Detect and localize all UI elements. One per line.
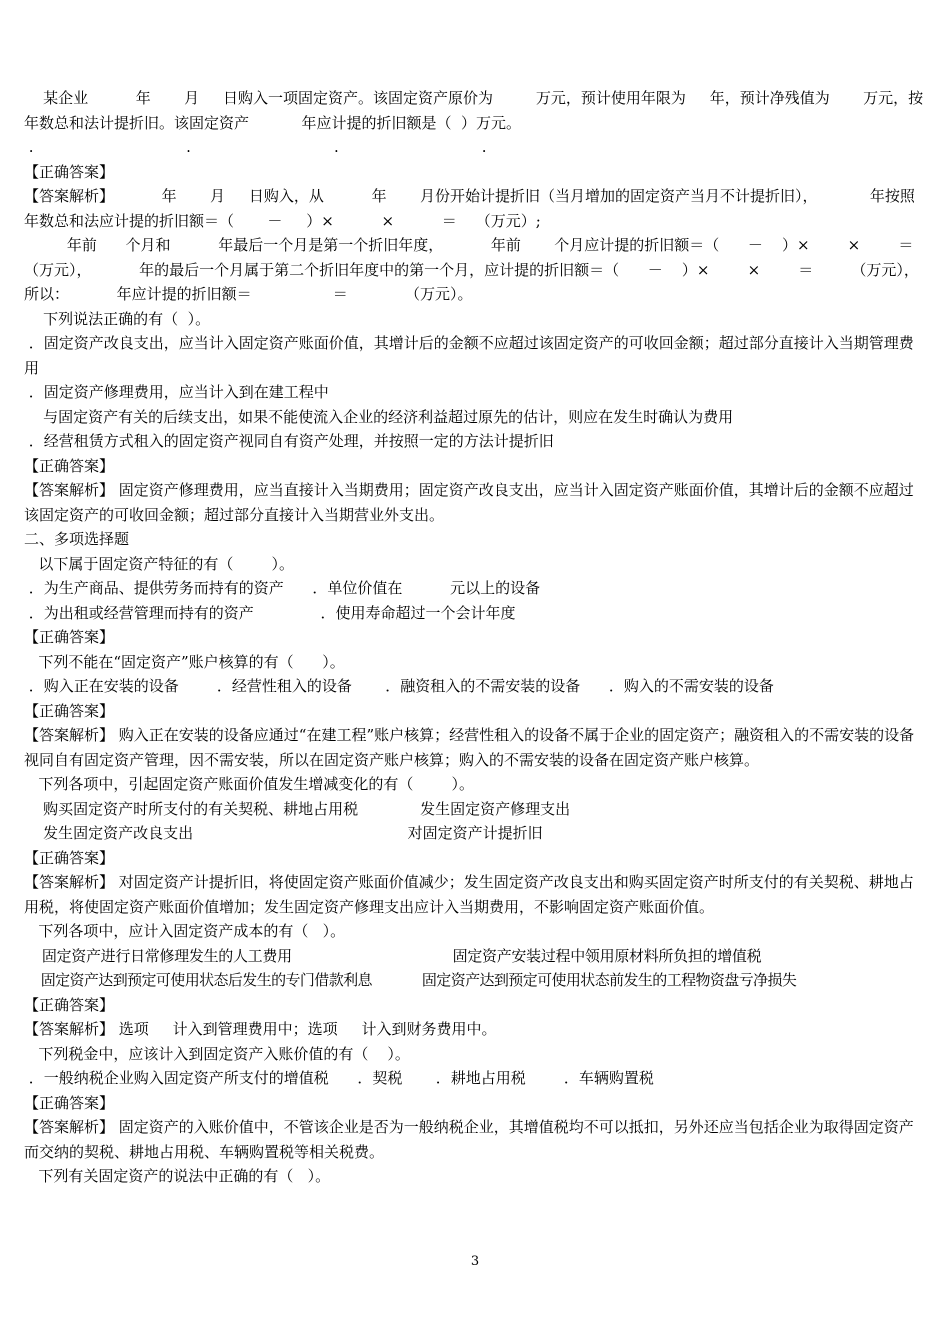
question-3-options-cd: ．为出租或经营管理而持有的资产 ．使用寿命超过一个会计年度 xyxy=(24,603,516,622)
answer-analysis-2: 【答案解析】 固定资产修理费用，应当直接计入当期费用；固定资产改良支出，应当计入固定资产账面价值，其增计后的金额不应超过该固定资产的可收回金额；超过部分直接计入当期营业外支出。 xyxy=(24,481,914,524)
question-2-option-d: ．经营租赁方式租入的固定资产视同自有资产处理，并按照一定的方法计提折旧 xyxy=(24,432,554,450)
answer-analysis-5: 【答案解析】 对固定资产计提折旧，将使固定资产账面价值减少；发生固定资产改良支出和购买固定资产时所支付的有关契税、耕地占用税，将使固定资产账面价值增加；发生固定资产修理支出应计入当期费用，不影响固定资产账面价值。 xyxy=(24,873,914,916)
answer-analysis-7: 【答案解析】 固定资产的入账价值中，不管该企业是否为一般纳税企业，其增值税均不可以抵扣，另外还应当包括企业为取得固定资产而交纳的契税、耕地占用税、车辆购置税等相关税费。 xyxy=(24,1118,914,1161)
correct-answer-label: 【正确答案】 xyxy=(24,456,115,475)
question-4-text: 下列不能在“固定资产”账户核算的有（ ）。 xyxy=(24,652,345,671)
question-7-text: 下列税金中，应该计入到固定资产入账价值的有（ ）。 xyxy=(24,1044,410,1063)
question-1-options: . . . . xyxy=(24,138,487,156)
question-3-text: 以下属于固定资产特征的有（ ）。 xyxy=(24,554,294,573)
question-2-text: 下列说法正确的有（ ）。 xyxy=(24,309,211,328)
document-body xyxy=(24,86,938,1189)
correct-answer-label: 【正确答案】 xyxy=(24,162,115,181)
question-2-option-a: ．固定资产改良支出，应当计入固定资产账面价值，其增计后的金额不应超过该固定资产的可收回金额；超过部分直接计入当期管理费用 xyxy=(24,334,914,377)
question-5-options-cd: 发生固定资产改良支出 对固定资产计提折旧 xyxy=(24,824,543,842)
question-7-options: ．一般纳税企业购入固定资产所支付的增值税 ．契税 ．耕地占用税 ．车辆购置税 xyxy=(24,1069,654,1087)
answer-analysis-1-cont: 年前 个月和 年最后一个月是第一个折旧年度， 年前 个月应计提的折旧额＝（ － ）× × ＝ （万元）， 年的最后一个月属于第二个折旧年度中的第一个月，应计提的折旧额＝（ － ）× × ＝ （万元），所以： 年应计提的折旧额＝ ＝ （万元）。 xyxy=(24,236,938,303)
question-4-options: ．购入正在安装的设备 ．经营性租入的设备 ．融资租入的不需安装的设备 ．购入的不需安装的设备 xyxy=(24,677,774,695)
question-5-options-ab: 购买固定资产时所支付的有关契税、耕地占用税 发生固定资产修理支出 xyxy=(24,799,571,818)
correct-answer-label: 【正确答案】 xyxy=(24,628,115,646)
question-8-text: 下列有关固定资产的说法中正确的有（ ）。 xyxy=(24,1167,331,1185)
question-6-options-cd: 固定资产达到预定可使用状态后发生的专门借款利息 固定资产达到预定可使用状态前发生的工程物资盘亏净损失 xyxy=(24,971,797,989)
answer-analysis-6: 【答案解析】 选项 计入到管理费用中；选项 计入到财务费用中。 xyxy=(24,1020,497,1038)
question-6-text: 下列各项中，应计入固定资产成本的有（ ）。 xyxy=(24,922,346,940)
question-2-option-c: 与固定资产有关的后续支出，如果不能使流入企业的经济利益超过原先的估计，则应在发生时确认为费用 xyxy=(24,407,734,426)
question-6-options-ab: 固定资产进行日常修理发生的人工费用 固定资产安装过程中领用原材料所负担的增值税 xyxy=(24,946,762,965)
page-number: 3 xyxy=(470,1254,480,1269)
question-3-options-ab: ．为生产商品、提供劳务而持有的资产 ．单位价值在 元以上的设备 xyxy=(24,579,541,597)
question-1-text: 某企业 年 月 日购入一项固定资产。该固定资产原价为 万元，预计使用年限为 年，预计净残值为 万元，按年数总和法计提折旧。该固定资产 年应计提的折旧额是（ ）万元。 xyxy=(24,89,924,132)
answer-analysis-4: 【答案解析】 购入正在安装的设备应通过“在建工程”账户核算；经营性租入的设备不属于企业的固定资产；融资租入的不需安装的设备视同自有固定资产管理，因不需安装，所以在固定资产账户核算；购入的不需安装的设备在固定资产账户核算。 xyxy=(24,726,915,769)
correct-answer-label: 【正确答案】 xyxy=(24,701,115,720)
correct-answer-label: 【正确答案】 xyxy=(24,1093,115,1112)
correct-answer-label: 【正确答案】 xyxy=(24,995,115,1014)
correct-answer-label: 【正确答案】 xyxy=(24,848,115,867)
question-5-text: 下列各项中，引起固定资产账面价值发生增减变化的有（ ）。 xyxy=(24,775,474,793)
question-2-option-b: ．固定资产修理费用，应当计入到在建工程中 xyxy=(24,383,329,401)
section-heading-multiple-choice: 二、多项选择题 xyxy=(24,530,130,548)
answer-analysis-1: 【答案解析】 年 月 日购入，从 年 月份开始计提折旧（当月增加的固定资产当月不计提折旧）， 年按照年数总和法应计提的折旧额＝（ － ）× × ＝ （万元）; xyxy=(24,187,915,230)
